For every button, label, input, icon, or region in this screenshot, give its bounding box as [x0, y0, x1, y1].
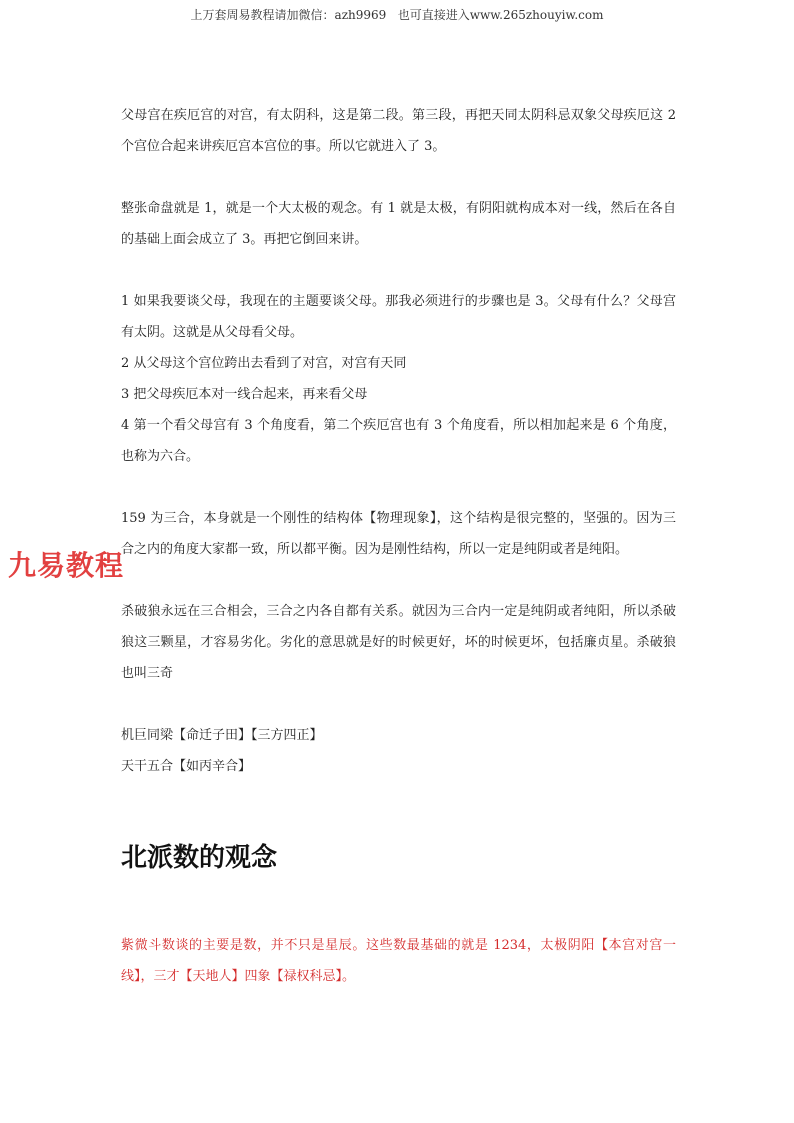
list-item-2: 2 从父母这个宫位跨出去看到了对宫，对宫有天同 — [121, 356, 407, 371]
paragraph-2: 整张命盘就是 1，就是一个大太极的观念。有 1 就是太极，有阴阳就构成本对一线，然后在各自的基础上面会成立了 3。再把它倒回来讲。 — [121, 201, 676, 247]
paragraph-sha-po-lang: 杀破狼永远在三合相会，三合之内各自都有关系。就因为三合内一定是纯阴或者纯阳，所以杀破狼这三颗星，才容易劣化。劣化的意思就是好的时候更好，坏的时候更坏，包括廉贞星。杀破狼也叫三奇 — [121, 604, 676, 681]
list-item-1: 1 如果我要谈父母，我现在的主题要谈父母。那我必须进行的步骤也是 3。父母有什么？父母宫有太阴。这就是从父母看父母。 — [121, 294, 676, 340]
document-body — [121, 100, 676, 992]
red-paragraph: 紫微斗数谈的主要是数，并不只是星辰。这些数最基础的就是 1234，太极阴阳【本宫对宫一线】，三才【天地人】四象【禄权科忌】。 — [121, 938, 676, 984]
paragraph-ji-ju-tong-liang: 机巨同梁【命迁子田】【三方四正】 — [121, 728, 323, 743]
page-header: 上万套周易教程请加微信：azh9969 也可直接进入www.265zhouyiw.com — [190, 8, 604, 22]
list-item-4: 4 第一个看父母宫有 3 个角度看，第二个疾厄宫也有 3 个角度看，所以相加起来是 6 个角度，也称为六合。 — [121, 418, 676, 464]
paragraph-three-harmony: 159 为三合，本身就是一个刚性的结构体【物理现象】，这个结构是很完整的，坚强的。因为三合之内的角度大家都一致，所以都平衡。因为是刚性结构，所以一定是纯阴或者是纯阳。 — [121, 511, 676, 557]
paragraph-tian-gan: 天干五合【如丙辛合】 — [121, 759, 252, 774]
list-item-3: 3 把父母疾厄本对一线合起来，再来看父母 — [121, 387, 368, 402]
watermark-logo: 九易教程 — [8, 549, 125, 582]
section-title: 北派数的观念 — [121, 843, 278, 873]
paragraph-1: 父母宫在疾厄宫的对宫，有太阴科，这是第二段。第三段，再把天同太阴科忌双象父母疾厄这 2 个宫位合起来讲疾厄宫本宫位的事。所以它就进入了 3。 — [121, 108, 676, 154]
